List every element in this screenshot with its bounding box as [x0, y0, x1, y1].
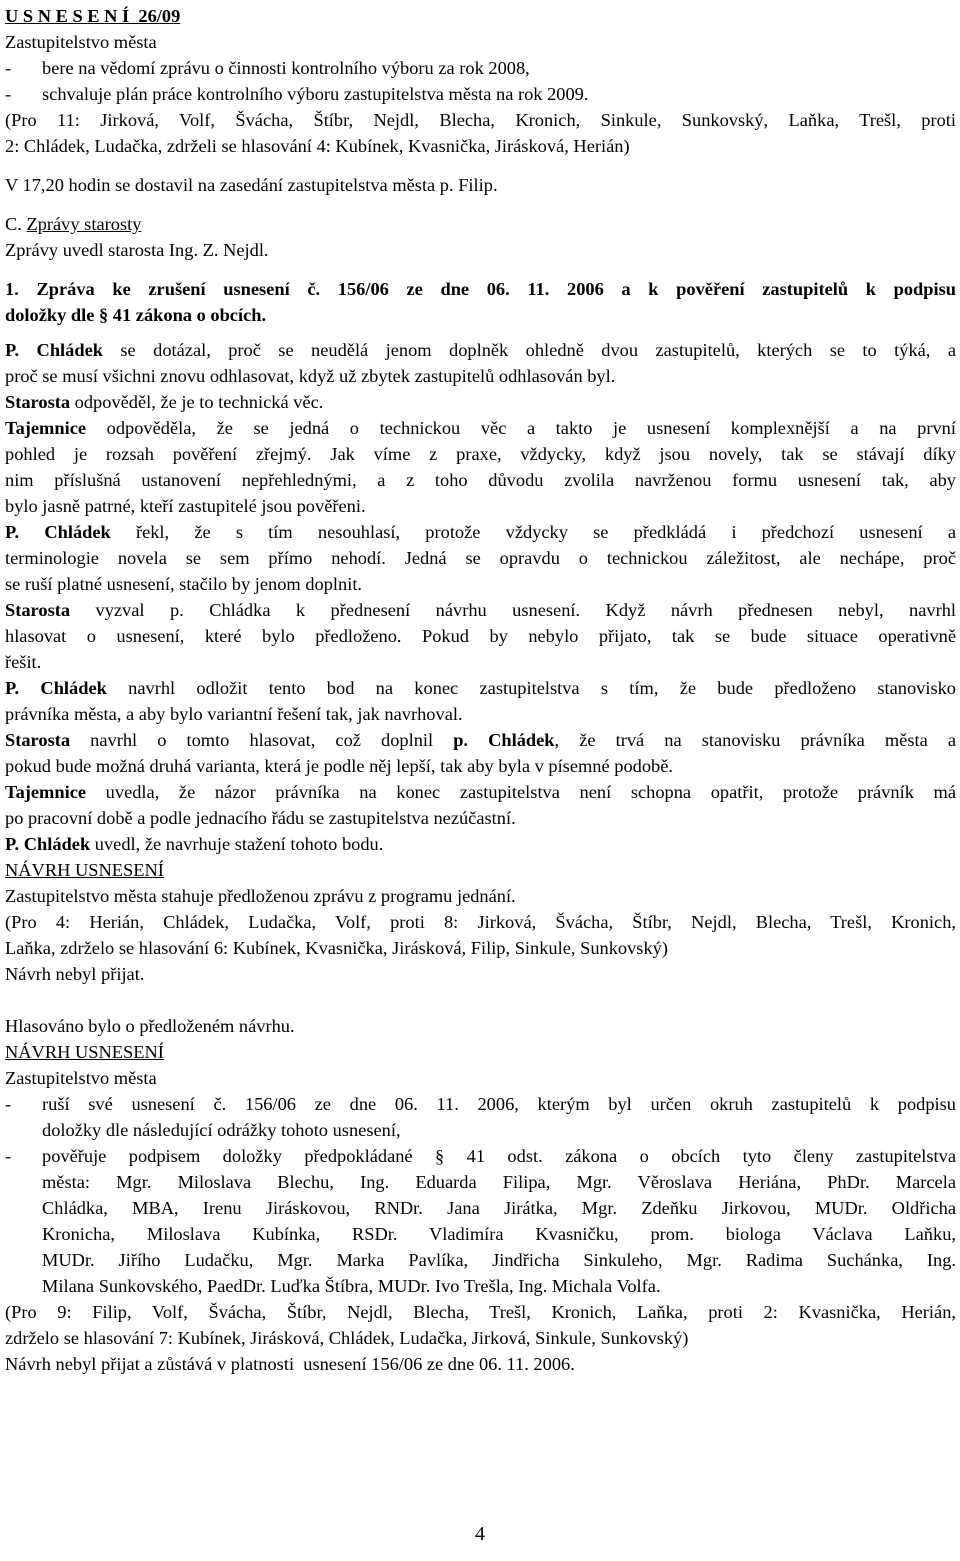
report-title: doložky dle § 41 zákona o obcích. — [5, 305, 267, 325]
vote-line: zdrželo se hlasování 7: Kubínek, Jirásková, Chládek, Ludačka, Jirková, Sinkule, Sunkovský) — [5, 1328, 689, 1348]
discussion-line — [5, 727, 956, 753]
discussion-line: řešit. — [5, 652, 42, 672]
report-title: 1. Zpráva ke zrušení usnesení č. 156/06 ze dne 06. 11. 2006 a k pověření zastupitelů k podpisu — [5, 279, 956, 299]
discussion-text: odpověděl, že je to technická věc. — [70, 392, 324, 412]
list-item — [5, 55, 956, 81]
vote-line: Laňka, zdrželo se hlasování 6: Kubínek, Kvasnička, Jirásková, Filip, Sinkule, Sunkovský) — [5, 938, 668, 958]
speaker: P. Chládek — [5, 340, 103, 360]
discussion-line: pohled je rozsah pověření zřejmý. Jak víme z praxe, vždycky, když jsou novely, tak se stávají díky — [5, 444, 956, 464]
discussion-text: , že trvá na stanovisku právníka města a — [554, 730, 956, 750]
discussion-line: po pracovní době a podle jednacího řádu se zastupitelstva nezúčastní. — [5, 808, 516, 828]
list-item — [5, 81, 956, 107]
discussion-line: právníka města, a aby bylo variantní řešení tak, jak navrhoval. — [5, 704, 463, 724]
discussion-line — [5, 675, 956, 701]
vote-line: (Pro 11: Jirková, Volf, Švácha, Štíbr, Nejdl, Blecha, Kronich, Sinkule, Sunkovský, Laňka, Trešl, proti — [5, 110, 956, 130]
list-item — [5, 1091, 956, 1143]
discussion-line: nim příslušná ustanovení nepřehlednými, a z toho důvodu zvolila navrženou formu usnesení tak, aby — [5, 470, 956, 490]
discussion-line — [5, 597, 956, 623]
speaker: Tajemnice — [5, 782, 87, 802]
document-page — [5, 3, 956, 1377]
list-item-text: bere na vědomí zprávu o činnosti kontrolního výboru za rok 2008, — [42, 58, 530, 78]
list-item-text — [42, 1143, 956, 1299]
resolution-heading: U S N E S E N Í 26/09 — [5, 6, 181, 26]
discussion-line — [5, 519, 956, 545]
discussion-text: navrhl o tomto hlasovat, což doplnil — [70, 730, 454, 750]
speaker: Tajemnice — [5, 418, 87, 438]
discussion-line: proč se musí všichni znovu odhlasovat, když už zbytek zastupitelů odhlasován byl. — [5, 366, 616, 386]
speaker: Starosta — [5, 730, 71, 750]
section-title: Zprávy starosty — [26, 214, 142, 234]
vote-line: (Pro 4: Herián, Chládek, Ludačka, Volf, proti 8: Jirková, Švácha, Štíbr, Nejdl, Blecha, Trešl, Kronich, — [5, 912, 956, 932]
list-item-line: Chládka, MBA, Irenu Jiráskovou, RNDr. Jana Jirátka, Mgr. Zdeňku Jirkovou, MUDr. Oldřicha — [42, 1198, 956, 1218]
discussion-line: pokud bude možná druhá varianta, která je podle něj lepší, tak aby byla v písemné podobě. — [5, 756, 673, 776]
discussion-text: uvedl, že navrhuje stažení tohoto bodu. — [90, 834, 384, 854]
list-item-text — [42, 1091, 956, 1143]
list-item-line: MUDr. Jiřího Ludačku, Mgr. Marka Pavlíka, Jindřicha Sinkuleho, Mgr. Radima Suchánka, Ing. — [42, 1250, 956, 1270]
discussion-line: hlasovat o usnesení, které bylo předloženo. Pokud by nebylo přijato, tak se bude situace operativně — [5, 626, 956, 646]
discussion-line: bylo jasně patrné, kteří zastupitelé jsou pověřeni. — [5, 496, 366, 516]
result-text: Návrh nebyl přijat. — [5, 964, 145, 984]
vote-line: 2: Chládek, Ludačka, zdrželi se hlasování 4: Kubínek, Kvasnička, Jirásková, Herián) — [5, 136, 630, 156]
list-item-line: pověřuje podpisem doložky předpokládané § 41 odst. zákona o obcích tyto členy zastupitelstva — [42, 1146, 956, 1166]
list-item-line: Milana Sunkovského, PaedDr. Luďka Štíbra, MUDr. Ivo Trešla, Ing. Michala Volfa. — [42, 1276, 661, 1296]
arrival-note: V 17,20 hodin se dostavil na zasedání zastupitelstva města p. Filip. — [5, 175, 498, 195]
discussion-text: vyzval p. Chládka k přednesení návrhu usnesení. Když návrh přednesen nebyl, navrhl — [70, 600, 956, 620]
discussion-line — [5, 415, 956, 441]
speaker: P. Chládek — [5, 522, 111, 542]
speaker: P. Chládek — [5, 834, 91, 854]
proposal-heading: NÁVRH USNESENÍ — [5, 860, 164, 880]
proposal-heading: NÁVRH USNESENÍ — [5, 1042, 164, 1062]
discussion-text: navrhl odložit tento bod na konec zastupitelstva s tím, že bude předloženo stanovisko — [106, 678, 956, 698]
list-item-line: města: Mgr. Miloslava Blechu, Ing. Eduarda Filipa, Mgr. Věroslava Heriána, PhDr. Marcela — [42, 1172, 956, 1192]
list-item-line: ruší své usnesení č. 156/06 ze dne 06. 11. 2006, kterým byl určen okruh zastupitelů k podpisu — [42, 1094, 956, 1114]
speaker: Starosta — [5, 392, 71, 412]
discussion-text: se dotázal, proč se neudělá jenom doplněk ohledně dvou zastupitelů, kterých se to týká, a — [102, 340, 956, 360]
section-prefix: C. — [5, 214, 27, 234]
discussion-text: odpověděla, že se jedná o technickou věc a takto je usnesení komplexnější a na první — [86, 418, 956, 438]
discussion-line: terminologie novela se sem přímo nehodí. Jedná se opravdu o technickou záležitost, ale nechápe, proč — [5, 548, 956, 568]
discussion-text: uvedla, že názor právníka na konec zastupitelstva není schopna opatřit, protože právník má — [86, 782, 956, 802]
list-dash: - — [5, 84, 12, 104]
council-label: Zastupitelstvo města — [5, 1068, 157, 1088]
list-dash: - — [5, 1146, 12, 1166]
discussion-line — [5, 337, 956, 363]
discussion-line — [5, 779, 956, 805]
list-dash: - — [5, 1094, 12, 1114]
list-item — [5, 1143, 956, 1299]
section-heading — [5, 211, 956, 237]
list-item-line: doložky dle následující odrážky tohoto usnesení, — [42, 1120, 401, 1140]
section-intro: Zprávy uvedl starosta Ing. Z. Nejdl. — [5, 240, 269, 260]
speaker: p. Chládek — [453, 730, 555, 750]
list-dash: - — [5, 58, 12, 78]
list-item-text: schvaluje plán práce kontrolního výboru zastupitelstva města na rok 2009. — [42, 84, 589, 104]
council-label: Zastupitelstvo města — [5, 32, 157, 52]
list-item-line: Kronicha, Miloslava Kubínka, RSDr. Vladimíra Kvasničku, prom. biologa Václava Laňku, — [42, 1224, 956, 1244]
discussion-line: se ruší platné usnesení, stačilo by jenom doplnit. — [5, 574, 363, 594]
page-number: 4 — [475, 1523, 485, 1545]
discussion-line — [5, 389, 956, 415]
discussion-line — [5, 831, 956, 857]
voted-on-note: Hlasováno bylo o předloženém návrhu. — [5, 1016, 295, 1036]
discussion-text: řekl, že s tím nesouhlasí, protože vždycky se předkládá i předchozí usnesení a — [110, 522, 956, 542]
speaker: Starosta — [5, 600, 71, 620]
speaker: P. Chládek — [5, 678, 107, 698]
vote-line: (Pro 9: Filip, Volf, Švácha, Štíbr, Nejdl, Blecha, Trešl, Kronich, Laňka, proti 2: Kvasnička, Herián, — [5, 1302, 956, 1322]
proposal-text: Zastupitelstvo města stahuje předloženou zprávu z programu jednání. — [5, 886, 516, 906]
result-text: Návrh nebyl přijat a zůstává v platnosti usnesení 156/06 ze dne 06. 11. 2006. — [5, 1354, 575, 1374]
